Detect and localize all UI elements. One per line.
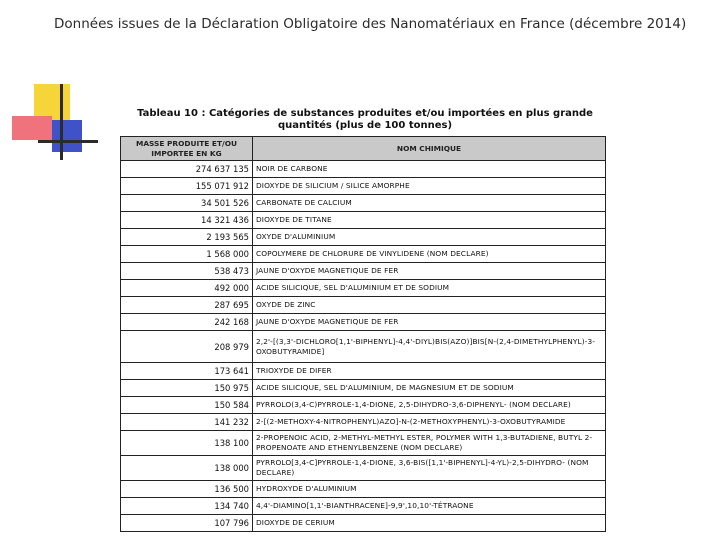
table-row bbox=[121, 515, 606, 532]
table-row bbox=[121, 212, 606, 229]
name-cell: ACIDE SILICIQUE, SEL D'ALUMINIUM ET DE SODIUM bbox=[253, 280, 606, 297]
table-row bbox=[121, 161, 606, 178]
substances-table bbox=[120, 136, 606, 532]
table-row bbox=[121, 498, 606, 515]
header-mass: MASSE PRODUITE ET/OU IMPORTEE EN KG bbox=[121, 137, 253, 161]
table-row bbox=[121, 363, 606, 380]
name-cell: 2-[(2-METHOXY-4-NITROPHENYL)AZO]-N-(2-METHOXYPHENYL)-3-OXOBUTYRAMIDE bbox=[253, 414, 606, 431]
table-row bbox=[121, 380, 606, 397]
table-row bbox=[121, 331, 606, 363]
mass-cell: 150 975 bbox=[121, 380, 253, 397]
decorative-logo bbox=[12, 84, 102, 164]
table-row bbox=[121, 297, 606, 314]
mass-cell: 208 979 bbox=[121, 331, 253, 363]
blue-square bbox=[52, 120, 82, 152]
table-row bbox=[121, 456, 606, 481]
mass-cell: 274 637 135 bbox=[121, 161, 253, 178]
mass-cell: 492 000 bbox=[121, 280, 253, 297]
name-cell: NOIR DE CARBONE bbox=[253, 161, 606, 178]
substances-table-container bbox=[120, 136, 606, 532]
mass-cell: 2 193 565 bbox=[121, 229, 253, 246]
table-row bbox=[121, 414, 606, 431]
table-header-row bbox=[121, 137, 606, 161]
name-cell: 2,2'-[(3,3'-DICHLORO[1,1'-BIPHENYL]-4,4'-DIYL)BIS(AZO)]BIS[N-(2,4-DIMETHYLPHENYL)-3-OXOBUTYRAMIDE] bbox=[253, 331, 606, 363]
mass-cell: 173 641 bbox=[121, 363, 253, 380]
mass-cell: 287 695 bbox=[121, 297, 253, 314]
name-cell: DIOXYDE DE TITANE bbox=[253, 212, 606, 229]
mass-cell: 138 000 bbox=[121, 456, 253, 481]
table-row bbox=[121, 229, 606, 246]
table-row bbox=[121, 397, 606, 414]
mass-cell: 136 500 bbox=[121, 481, 253, 498]
table-row bbox=[121, 314, 606, 331]
table-row bbox=[121, 431, 606, 456]
name-cell: TRIOXYDE DE DIFER bbox=[253, 363, 606, 380]
mass-cell: 14 321 436 bbox=[121, 212, 253, 229]
table-row bbox=[121, 195, 606, 212]
name-cell: DIOXYDE DE SILICIUM / SILICE AMORPHE bbox=[253, 178, 606, 195]
name-cell: PYRROLO[3,4-C]PYRROLE-1,4-DIONE, 3,6-BIS([1,1'-BIPHENYL]-4-YL)-2,5-DIHYDRO- (NOM DECLARE) bbox=[253, 456, 606, 481]
page-title: Données issues de la Déclaration Obligatoire des Nanomatériaux en France (décembre 2014) bbox=[54, 16, 687, 32]
mass-cell: 34 501 526 bbox=[121, 195, 253, 212]
name-cell: ACIDE SILICIQUE, SEL D'ALUMINIUM, DE MAGNESIUM ET DE SODIUM bbox=[253, 380, 606, 397]
table-row bbox=[121, 263, 606, 280]
table-row bbox=[121, 280, 606, 297]
mass-cell: 150 584 bbox=[121, 397, 253, 414]
mass-cell: 242 168 bbox=[121, 314, 253, 331]
red-square bbox=[12, 116, 52, 140]
name-cell: CARBONATE DE CALCIUM bbox=[253, 195, 606, 212]
mass-cell: 107 796 bbox=[121, 515, 253, 532]
table-row bbox=[121, 246, 606, 263]
name-cell: 4,4'-DIAMINO[1,1'-BIANTHRACENE]-9,9',10,10'-TÉTRAONE bbox=[253, 498, 606, 515]
name-cell: OXYDE D'ALUMINIUM bbox=[253, 229, 606, 246]
mass-cell: 538 473 bbox=[121, 263, 253, 280]
name-cell: OXYDE DE ZINC bbox=[253, 297, 606, 314]
yellow-square bbox=[34, 84, 70, 120]
name-cell: DIOXYDE DE CERIUM bbox=[253, 515, 606, 532]
table-row bbox=[121, 481, 606, 498]
mass-cell: 1 568 000 bbox=[121, 246, 253, 263]
name-cell: HYDROXYDE D'ALUMINIUM bbox=[253, 481, 606, 498]
mass-cell: 134 740 bbox=[121, 498, 253, 515]
name-cell: JAUNE D'OXYDE MAGNETIQUE DE FER bbox=[253, 263, 606, 280]
name-cell: PYRROLO(3,4-C)PYRROLE-1,4-DIONE, 2,5-DIHYDRO-3,6-DIPHENYL- (NOM DECLARE) bbox=[253, 397, 606, 414]
name-cell: 2-PROPENOIC ACID, 2-METHYL-METHYL ESTER, POLYMER WITH 1,3-BUTADIENE, BUTYL 2-PROPENOATE AND ETHENYLBENZENE (NOM DECLARE) bbox=[253, 431, 606, 456]
horizontal-line bbox=[38, 140, 98, 143]
name-cell: JAUNE D'OXYDE MAGNETIQUE DE FER bbox=[253, 314, 606, 331]
header-name: NOM CHIMIQUE bbox=[253, 137, 606, 161]
table-caption: Tableau 10 : Catégories de substances produites et/ou importées en plus grande quantités (plus de 100 tonnes) bbox=[137, 108, 593, 131]
mass-cell: 138 100 bbox=[121, 431, 253, 456]
mass-cell: 155 071 912 bbox=[121, 178, 253, 195]
name-cell: COPOLYMERE DE CHLORURE DE VINYLIDENE (NOM DECLARE) bbox=[253, 246, 606, 263]
table-row bbox=[121, 178, 606, 195]
mass-cell: 141 232 bbox=[121, 414, 253, 431]
vertical-line bbox=[60, 84, 63, 160]
